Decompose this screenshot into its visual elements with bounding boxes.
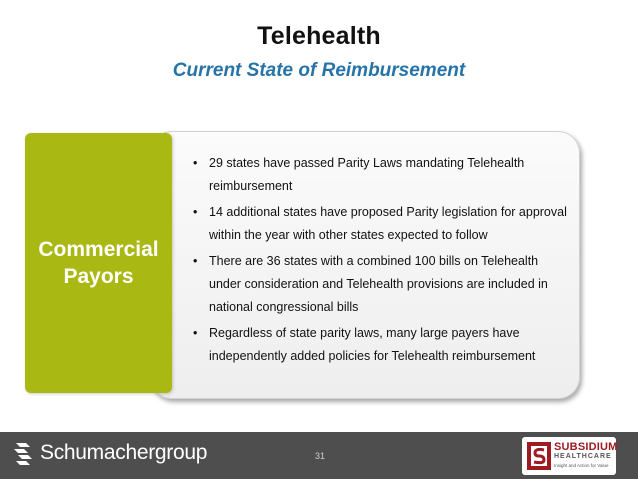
partner-name: SUBSIDIUM — [554, 441, 618, 453]
category-label — [38, 236, 158, 290]
category-label-line2: Payors — [63, 265, 134, 288]
bullet-icon: • — [193, 205, 198, 219]
schumacher-logo-icon — [12, 441, 34, 469]
bullet-icon: • — [193, 326, 198, 340]
category-label-block — [25, 133, 172, 393]
partner-name-secondary: HEALTHCARE — [554, 453, 612, 460]
bullet-text: 29 states have passed Parity Laws mandating Telehealth reimbursement — [209, 156, 525, 193]
bullet-text: 14 additional states have proposed Parity legislation for approval within the year with other states expected to follow — [209, 205, 567, 242]
bullet-text: Regardless of state parity laws, many large payers have independently added policies for Telehealth reimbursement — [209, 326, 536, 363]
partner-logo — [522, 437, 616, 475]
subsidium-logo-icon — [526, 441, 552, 471]
bullet-icon: • — [193, 254, 198, 268]
bullet-list — [190, 152, 572, 371]
company-logo-text: Schumachergroup — [40, 441, 208, 464]
slide-title: Telehealth — [257, 22, 381, 50]
bullet-icon: • — [193, 156, 198, 170]
bullet-item — [190, 152, 572, 198]
bullet-item — [190, 322, 572, 368]
category-label-line1: Commercial — [38, 238, 159, 261]
bullet-text: There are 36 states with a combined 100 bills on Telehealth under consideration and Telehealth provisions are included in national congressional bills — [209, 254, 548, 314]
slide-subtitle: Current State of Reimbursement — [172, 60, 466, 81]
bullet-item — [190, 201, 572, 247]
partner-tagline: Insight and Action for Value — [554, 463, 609, 468]
bullet-item — [190, 250, 572, 319]
page-number: 31 — [314, 451, 325, 461]
